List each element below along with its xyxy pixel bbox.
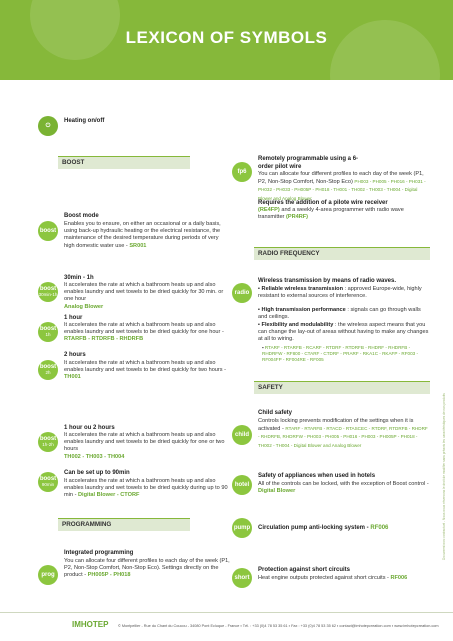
description: You can allocate four different profiles to each day of the week (P1, P2, Non-Stop Comfort, Non-Stop Eco). Settings directly on the product - bbox=[64, 558, 230, 579]
icon-label: boost bbox=[39, 364, 57, 371]
side-disclaimer: Document non contractuel - Nous nous réservons le droit de modifier sans préavis les caractéristiques de nos produits bbox=[442, 393, 446, 560]
short-circuit-text bbox=[258, 575, 430, 582]
reference: TH001 bbox=[64, 374, 81, 381]
icon-label: fp6 bbox=[237, 168, 247, 175]
icon-label: prog bbox=[41, 571, 55, 578]
icon-sublabel: 1h-2h bbox=[42, 441, 54, 447]
boost-2h-icon bbox=[38, 360, 58, 380]
description: and a weekly 4-area programmer with radio wave transmitter bbox=[258, 207, 404, 221]
short-circuit-title: Protection against short circuits bbox=[258, 567, 351, 573]
description: It accelerates the rate at which a bathroom heats up and also enables laundry and wet towels to be dried quickly for one hour - bbox=[64, 322, 224, 336]
pilot-wire-icon bbox=[232, 162, 252, 182]
boost-30min-text bbox=[64, 282, 230, 311]
description: Enables you to ensure, on either an occasional or a daily basis, using back-up hydraulic heating or the electrical resistance, the maintenance of the desired temperature during periods of very high domestic water use - bbox=[64, 221, 221, 249]
boost-2h-title: 2 hours bbox=[64, 352, 86, 358]
boost-90min-text bbox=[64, 478, 230, 500]
pilot-receiver-title: Requires the addition of a pilote wire receiver bbox=[258, 200, 388, 206]
boost-1h-2h-title: 1 hour ou 2 hours bbox=[64, 425, 115, 431]
icon-label: boost bbox=[39, 436, 57, 443]
description: It accelerates the rate at which a bathroom heats up and also enables laundry and wet towels to be dried quickly for one or two hours bbox=[64, 432, 225, 453]
bullet-text: : the wireless aspect means that you can change the lay-out of areas without having to make any changes at all to wiring. bbox=[258, 322, 429, 343]
section-programming bbox=[58, 518, 190, 531]
boost-30min-title: 30min - 1h bbox=[64, 275, 94, 281]
bullet-title: Flexibility and modulability bbox=[261, 322, 334, 328]
section-title: RADIO FREQUENCY bbox=[258, 250, 320, 257]
boost-90min-title: Can be set up to 90min bbox=[64, 470, 130, 476]
power-icon: ⏻ bbox=[38, 116, 58, 136]
reference: RTARF - RTARFB - RCARF - RTDRF - RTDRFB - RHDRF - RHDRFB - RHDRFW - RF800 - CTARF - CTDRF - PRARF - RKA1C - RKAFP - RF003 - RF004FP - RF004RE - RF005 bbox=[262, 345, 419, 362]
hotel-safety-title: Safety of appliances when used in hotels bbox=[258, 473, 376, 479]
boost-1h-2h-text bbox=[64, 432, 230, 461]
pump-title bbox=[258, 525, 388, 533]
description: You can allocate four different profiles to each day of the week (P1, P2, Non-Stop Comfort, Non-Stop Eco) bbox=[258, 171, 424, 186]
bullet-text: : signals can go through walls and ceilings. bbox=[258, 307, 421, 321]
child-safety-icon bbox=[232, 425, 252, 445]
icon-label: short bbox=[234, 574, 250, 581]
footer-address: © Montpellier - Rue du Chant du Coucou - 34080 Pont Ecluque - France ▪ Tél. : +33 (0)4 78 53 35 61 ▪ Fax : +33 (0)4 78 53 35 62 ▪ contact@imhotepcreation.com ▪ www.imhotepcreation.com bbox=[118, 624, 439, 628]
icon-sublabel: 90min bbox=[41, 481, 55, 487]
icon-sublabel: 1h bbox=[45, 331, 51, 337]
radio-bullet-3: ▪ Flexibility and modulability : the wireless aspect means that you can change the lay-out of areas without having to make any changes at all to wiring. bbox=[258, 322, 429, 343]
description: Controls locking prevents modification of the settings when it is activated - bbox=[258, 418, 414, 433]
section-safety bbox=[254, 381, 430, 394]
radio-title: Wireless transmission by means of radio waves. bbox=[258, 278, 396, 284]
radio-bullet-1: ▪ Reliable wireless transmission : approved Europe-wide, highly resistant to external sources of interference. bbox=[258, 286, 422, 300]
integrated-prog-text bbox=[64, 558, 230, 580]
boost-mode-title: Boost mode bbox=[64, 213, 99, 219]
remote-prog-title: Remotely programmable using a 6-order pilot wire bbox=[258, 156, 359, 170]
boost-2h-text bbox=[64, 360, 230, 382]
child-safety-text bbox=[258, 418, 430, 450]
section-boost bbox=[58, 156, 190, 169]
hotel-safety-icon bbox=[232, 475, 252, 495]
hotel-safety-text bbox=[258, 481, 430, 495]
header-banner bbox=[0, 0, 453, 80]
prog-icon bbox=[38, 565, 58, 585]
bullet-title: Reliable wireless transmission bbox=[261, 286, 344, 292]
description: It accelerates the rate at which a bathroom heats up and also enables laundry and wet towels to be dried quickly during up to 90 min - bbox=[64, 478, 228, 499]
company-logo: IMHOTEP bbox=[72, 620, 109, 629]
reference: RTARF - RTARFB - RTACD - RTASCEC - RTDRF, RTDRFB - RHDRF - RHDRFB, RHDRFW - PH003 - PH005 - PH016 - PH003 - PH005P - PH018 - TH002 - TH004 - Digital Blower and Analog Blower bbox=[258, 426, 428, 448]
bullet-title: High transmission performance bbox=[261, 307, 346, 313]
boost-icon bbox=[38, 221, 58, 241]
reference: RF006 bbox=[370, 525, 389, 531]
child-safety-title: Child safety bbox=[258, 410, 293, 416]
reference: Digital Blower - CTORF bbox=[78, 492, 140, 499]
pump-icon bbox=[232, 518, 252, 538]
reference: TH002 - TH003 - TH004 bbox=[64, 453, 125, 460]
page-title: LEXICON OF SYMBOLS bbox=[125, 28, 328, 47]
reference: Analog Blower bbox=[64, 303, 104, 310]
description: It accelerates the rate at which a bathroom heats up and also enables laundry and wet towels to be dried quickly for two hours - bbox=[64, 360, 226, 374]
reference: PH005P - PH018 bbox=[87, 572, 131, 579]
radio-icon bbox=[232, 283, 252, 303]
title-text: Circulation pump anti-locking system - bbox=[258, 525, 369, 531]
boost-1h-2h-icon bbox=[38, 432, 58, 452]
icon-label: boost bbox=[39, 286, 57, 293]
pilot-receiver-text bbox=[258, 207, 430, 221]
radio-references: ▪ RTARF - RTARFB - RCARF - RTDRF - RTDRFB - RHDRF - RHDRFB - RHDRFW - RF800 - CTARF - CTDRF - PRARF - RKA1C - RKAFP - RF003 - RF004FP - RF004RE - RF005 bbox=[262, 345, 419, 362]
short-circuit-icon bbox=[232, 568, 252, 588]
section-title: BOOST bbox=[62, 159, 85, 166]
icon-label: radio bbox=[234, 289, 250, 296]
icon-sublabel: 2h bbox=[45, 369, 51, 375]
section-radio-frequency bbox=[254, 247, 430, 260]
reference: (RE4FP) bbox=[258, 207, 280, 213]
description: It accelerates the rate at which a bathroom heats up and also enables laundry and wet towels to be dried quickly for 30 min. or one hour bbox=[64, 282, 224, 303]
icon-label: hotel bbox=[234, 481, 250, 488]
reference: SR001 bbox=[129, 242, 147, 249]
heating-label: Heating on/off bbox=[64, 118, 105, 124]
integrated-prog-title: Integrated programming bbox=[64, 550, 134, 556]
description: Heat engine outputs protected against short circuits - bbox=[258, 575, 389, 581]
reference: RF006 bbox=[390, 575, 408, 581]
boost-1h-icon bbox=[38, 322, 58, 342]
footer bbox=[0, 612, 453, 641]
bullet-text: : approved Europe-wide, highly resistant to external sources of interference. bbox=[258, 286, 422, 300]
reference: Digital Blower bbox=[258, 488, 296, 495]
radio-bullet-2: ▪ High transmission performance : signals can go through walls and ceilings. bbox=[258, 307, 421, 321]
boost-1h-text bbox=[64, 322, 230, 344]
boost-mode-text bbox=[64, 221, 230, 250]
remote-prog-text bbox=[258, 171, 430, 203]
icon-sublabel: 30min-1h bbox=[38, 291, 58, 297]
icon-label: boost bbox=[39, 326, 57, 333]
icon-label: pump bbox=[233, 524, 251, 531]
icon-label: child bbox=[234, 431, 249, 438]
boost-30min-icon bbox=[38, 282, 58, 302]
section-title: SAFETY bbox=[258, 384, 283, 391]
boost-1h-title: 1 hour bbox=[64, 315, 83, 321]
reference: (PR4RF) bbox=[285, 214, 309, 221]
boost-90min-icon bbox=[38, 472, 58, 492]
description: All of the controls can be locked, with the exception of Boost control - bbox=[258, 481, 429, 487]
section-title: PROGRAMMING bbox=[62, 521, 112, 528]
icon-label: boost bbox=[39, 476, 57, 483]
reference: PH003 - PH005 - PH016 - PH031 - PH032 - PH033 - PH005P - PH018 - TH001 - TH002 - TH003 - TH004 - Digital Blower and Analog Blower bbox=[258, 179, 426, 201]
reference: RTARFB - RTDRFB - RHDRFB bbox=[64, 336, 144, 343]
icon-label: boost bbox=[39, 227, 57, 234]
